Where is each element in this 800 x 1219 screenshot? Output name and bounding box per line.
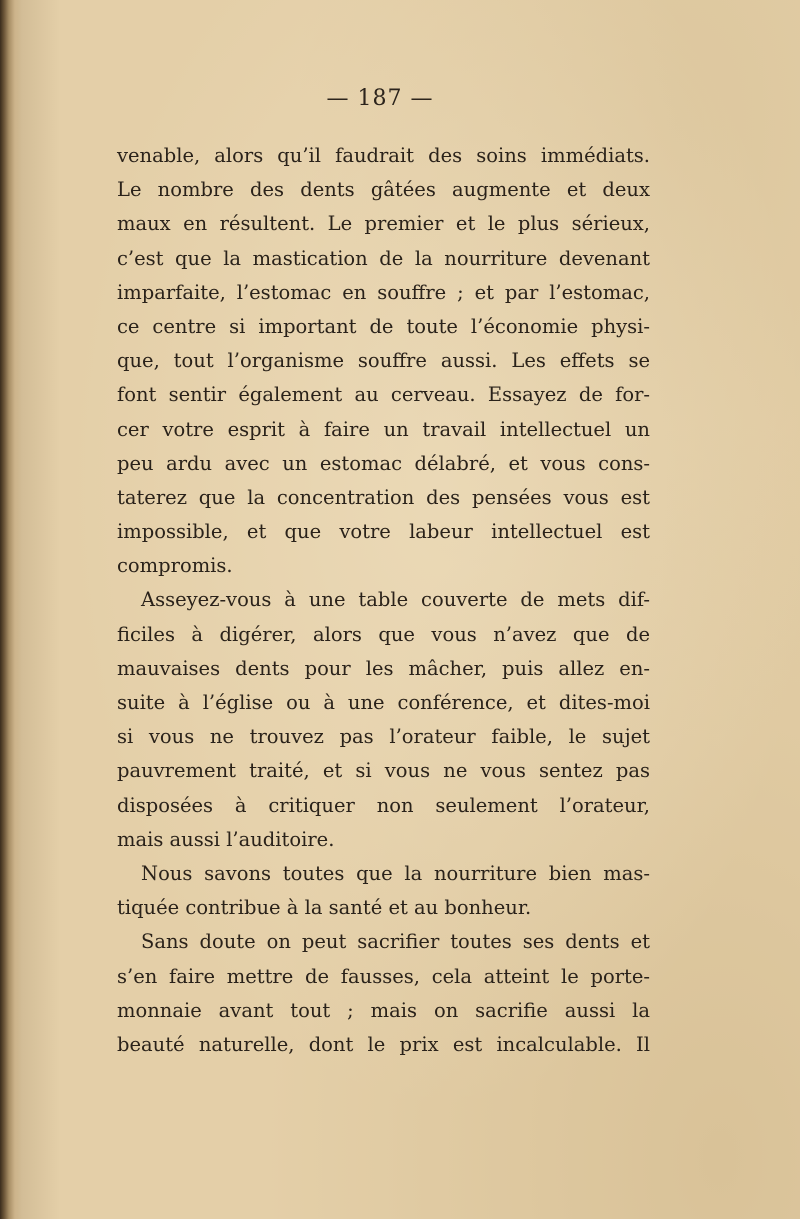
text-line: disposées à critiquer non seulement l’orateur, <box>117 793 650 817</box>
text-line: compromis. <box>117 554 233 578</box>
text-line: taterez que la concentration des pensées vous est <box>117 485 650 509</box>
text-line: Le nombre des dents gâtées augmente et deux <box>117 178 650 202</box>
text-line: peu ardu avec un estomac délabré, et vous cons- <box>117 451 650 475</box>
book-binding-edge <box>0 0 22 1219</box>
text-line: que, tout l’organisme souffre aussi. Les effets se <box>117 349 650 373</box>
text-line: maux en résultent. Le premier et le plus sérieux, <box>117 212 650 236</box>
text-line: font sentir également au cerveau. Essayez de for- <box>117 383 650 407</box>
page-number: — 187 — <box>326 86 434 111</box>
body-text <box>117 139 650 1062</box>
text-line: cer votre esprit à faire un travail intellectuel un <box>117 417 650 441</box>
text-line: mauvaises dents pour les mâcher, puis allez en- <box>117 656 650 680</box>
text-line: Nous savons toutes que la nourriture bien mas- <box>141 861 650 885</box>
text-line: pauvrement traité, et si vous ne vous sentez pas <box>117 759 650 783</box>
text-line: tiquée contribue à la santé et au bonheur. <box>117 896 532 920</box>
text-line: ficiles à digérer, alors que vous n’avez que de <box>117 622 650 646</box>
text-line: beauté naturelle, dont le prix est incalculable. Il <box>117 1032 650 1056</box>
text-line: mais aussi l’auditoire. <box>117 827 335 851</box>
text-line: Asseyez-vous à une table couverte de mets dif- <box>141 588 650 612</box>
text-line: c’est que la mastication de la nourriture devenant <box>117 246 650 270</box>
text-line: impossible, et que votre labeur intellectuel est <box>117 520 650 544</box>
text-line: venable, alors qu’il faudrait des soins immédiats. <box>117 144 650 167</box>
text-line: ce centre si important de toute l’économie physi- <box>117 314 650 338</box>
text-line: monnaie avant tout ; mais on sacrifie aussi la <box>117 998 650 1022</box>
text-line: suite à l’église ou à une conférence, et dites-moi <box>117 691 650 714</box>
text-line: si vous ne trouvez pas l’orateur faible, le sujet <box>117 725 650 749</box>
text-line: s’en faire mettre de fausses, cela atteint le porte- <box>117 964 650 988</box>
text-line: imparfaite, l’estomac en souffre ; et par l’estomac, <box>117 280 650 304</box>
text-line: Sans doute on peut sacrifier toutes ses dents et <box>141 930 650 954</box>
